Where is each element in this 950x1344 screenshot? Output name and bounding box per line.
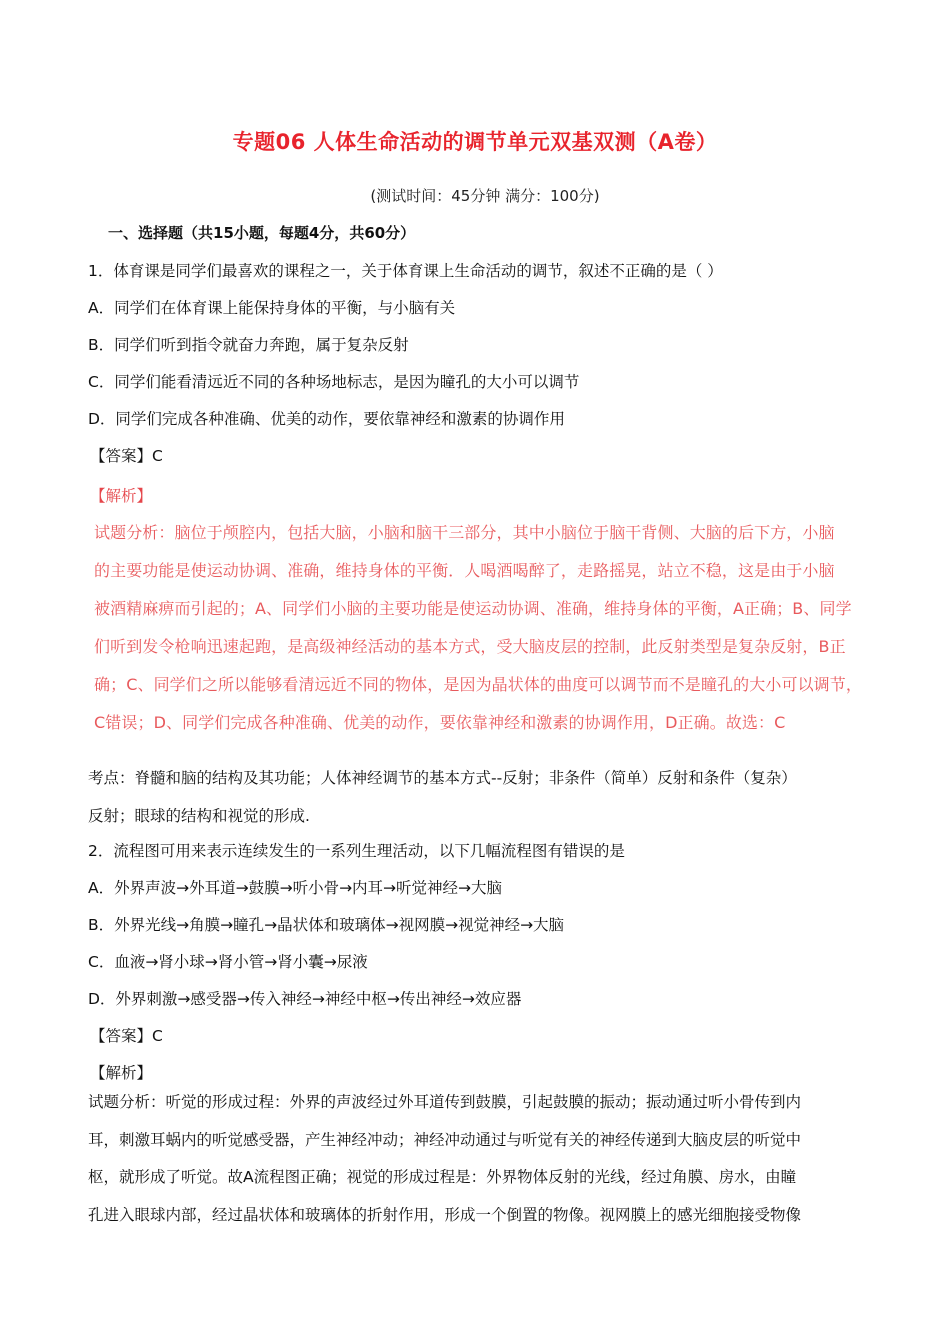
kaodian-line: 考点：脊髓和脑的结构及其功能；人体神经调节的基本方式--反射；非条件（简单）反射和条件（复杂） (88, 769, 797, 787)
analysis-line: 耳，刺激耳蜗内的听觉感受器，产生神经冲动；神经冲动通过与听觉有关的神经传递到大脑皮层的听觉中 (88, 1130, 802, 1149)
test-info: (测试时间：45分钟 满分：100分) (370, 187, 600, 205)
question-1-analysis-label: 【解析】 (90, 487, 153, 505)
analysis-line: 们听到发令枪响迅速起跑，是高级神经活动的基本方式，受大脑皮层的控制，此反射类型是复杂反射，B正 (94, 637, 846, 656)
analysis-line: 试题分析：听觉的形成过程：外界的声波经过外耳道传到鼓膜，引起鼓膜的振动；振动通过听小骨传到内 (88, 1093, 802, 1111)
question-2-answer: 【答案】C (90, 1027, 163, 1045)
question-2-analysis-label: 【解析】 (90, 1064, 153, 1082)
question-2-option-a: A．外界声波→外耳道→鼓膜→听小骨→内耳→听觉神经→大脑 (88, 879, 503, 897)
section-heading: 一、选择题（共15小题，每题4分，共60分） (108, 224, 416, 242)
question-2-option-b: B．外界光线→角膜→瞳孔→晶状体和玻璃体→视网膜→视觉神经→大脑 (88, 916, 565, 934)
question-2-analysis (88, 1084, 878, 1234)
question-1-option-c: C．同学们能看清远近不同的各种场地标志，是因为瞳孔的大小可以调节 (88, 373, 580, 391)
question-1-stem: 1．体育课是同学们最喜欢的课程之一，关于体育课上生命活动的调节，叙述不正确的是（ ） (88, 262, 723, 280)
kaodian-line: 反射；眼球的结构和视觉的形成. (88, 806, 310, 825)
question-2-option-c: C．血液→肾小球→肾小管→肾小囊→尿液 (88, 953, 368, 971)
question-1-option-d: D．同学们完成各种准确、优美的动作，要依靠神经和激素的协调作用 (88, 410, 565, 428)
question-1-option-a: A．同学们在体育课上能保持身体的平衡，与小脑有关 (88, 299, 456, 317)
analysis-line: 孔进入眼球内部，经过晶状体和玻璃体的折射作用，形成一个倒置的物像。视网膜上的感光细胞接受物像 (88, 1205, 802, 1224)
analysis-line: 确；C、同学们之所以能够看清远近不同的物体，是因为晶状体的曲度可以调节而不是瞳孔的大小可以调节， (94, 675, 862, 694)
question-1-kaodian (88, 760, 878, 835)
question-1-option-b: B．同学们听到指令就奋力奔跑，属于复杂反射 (88, 336, 409, 354)
question-1-answer: 【答案】C (90, 447, 163, 465)
analysis-line: 的主要功能是使运动协调、准确，维持身体的平衡．人喝酒喝醉了，走路摇晃，站立不稳，这是由于小脑 (94, 561, 835, 580)
analysis-line: C错误；D、同学们完成各种准确、优美的动作，要依靠神经和激素的协调作用，D正确。故选：C (94, 713, 786, 732)
question-2-stem: 2．流程图可用来表示连续发生的一系列生理活动，以下几幅流程图有错误的是 (88, 842, 625, 860)
analysis-line: 枢，就形成了听觉。故A流程图正确；视觉的形成过程是：外界物体反射的光线，经过角膜、房水，由瞳 (88, 1168, 797, 1186)
question-1-analysis (94, 514, 876, 742)
analysis-line: 被酒精麻痹而引起的；A、同学们小脑的主要功能是使运动协调、准确，维持身体的平衡，A正确；B、同学 (94, 599, 852, 618)
document-title: 专题06 人体生命活动的调节单元双基双测（A卷） (232, 130, 718, 154)
question-2-option-d: D．外界刺激→感受器→传入神经→神经中枢→传出神经→效应器 (88, 990, 522, 1008)
analysis-line: 试题分析：脑位于颅腔内，包括大脑，小脑和脑干三部分，其中小脑位于脑干背侧、大脑的后下方，小脑 (94, 523, 835, 542)
